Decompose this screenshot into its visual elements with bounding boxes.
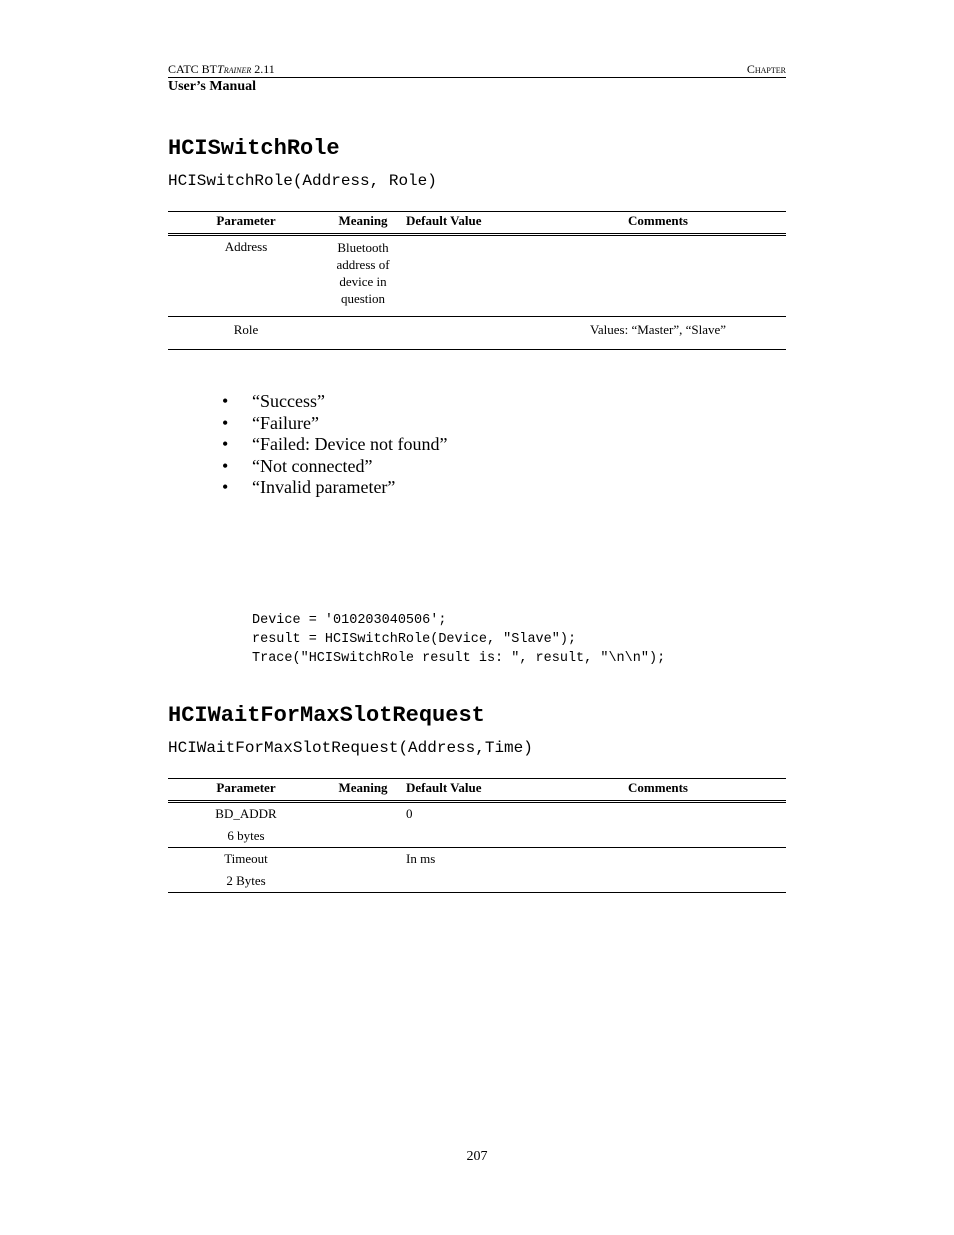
cell-parameter: Address: [224, 239, 268, 254]
table-header-row: [168, 212, 786, 235]
cell-default-value: [402, 235, 530, 317]
cell-default-value: [402, 317, 530, 350]
cell-meaning: [324, 848, 402, 893]
parameter-table-hciswitchrole: [168, 211, 786, 350]
code-example: [252, 611, 665, 668]
col-header-parameter: Parameter: [168, 212, 324, 235]
table-row: [168, 848, 786, 893]
cell-parameter: Role: [233, 322, 259, 337]
code-line: Trace("HCISwitchRole result is: ", result, "\n\n");: [252, 651, 666, 666]
cell-parameter: BD_ADDR 6 bytes: [215, 806, 277, 843]
bullet-icon: •: [222, 434, 229, 455]
col-header-meaning: Meaning: [324, 779, 402, 802]
parameter-table-hciwaitformaxslotrequest: [168, 778, 786, 893]
list-item: • “Not connected”: [222, 455, 373, 476]
cell-parameter: Timeout 2 Bytes: [224, 851, 268, 888]
cell-comments: Values: “Master”, “Slave”: [589, 322, 727, 337]
cell-comments: [530, 802, 786, 848]
header-manual-title: User’s Manual: [168, 79, 257, 94]
function-signature-hciwaitformaxslotrequest: HCIWaitForMaxSlotRequest(Address,Time): [168, 739, 533, 757]
cell-meaning: [324, 317, 402, 350]
header-product: CATC BTTrainer 2.11: [168, 62, 275, 76]
cell-default-value: In ms: [406, 851, 436, 866]
cell-comments: [530, 848, 786, 893]
list-item: • “Failure”: [222, 412, 319, 433]
table-header-row: [168, 779, 786, 802]
table-row: [168, 235, 786, 317]
col-header-comments: Comments: [530, 212, 786, 235]
col-header-default-value: Default Value: [402, 779, 530, 802]
cell-comments: [530, 235, 786, 317]
bullet-icon: •: [222, 412, 229, 433]
cell-meaning: Bluetooth address of device in question: [336, 240, 390, 306]
code-line: result = HCISwitchRole(Device, "Slave");: [252, 632, 577, 647]
col-header-default-value: Default Value: [402, 212, 530, 235]
section-heading-hciwaitformaxslotrequest: HCIWaitForMaxSlotRequest: [168, 703, 485, 728]
cell-meaning: [324, 802, 402, 848]
bullet-icon: •: [222, 477, 229, 498]
list-item: • “Invalid parameter”: [222, 477, 396, 498]
bullet-icon: •: [222, 391, 229, 411]
section-heading-hciswitchrole: HCISwitchRole: [168, 136, 340, 161]
header-chapter: Chapter: [746, 62, 786, 76]
col-header-comments: Comments: [530, 779, 786, 802]
table-row: [168, 802, 786, 848]
code-line: Device = '010203040506';: [252, 613, 447, 628]
page-number: 207: [466, 1149, 488, 1164]
bullet-icon: •: [222, 455, 229, 476]
return-values-list: [222, 391, 447, 499]
list-item: • “Success”: [222, 391, 325, 411]
col-header-meaning: Meaning: [324, 212, 402, 235]
table-row: [168, 317, 786, 350]
header-product-italic: Trainer: [217, 62, 252, 76]
header-rule: [168, 77, 786, 78]
list-item: • “Failed: Device not found”: [222, 434, 448, 455]
cell-default-value: 0: [406, 806, 413, 821]
col-header-parameter: Parameter: [168, 779, 324, 802]
function-signature-hciswitchrole: HCISwitchRole(Address, Role): [168, 172, 437, 190]
